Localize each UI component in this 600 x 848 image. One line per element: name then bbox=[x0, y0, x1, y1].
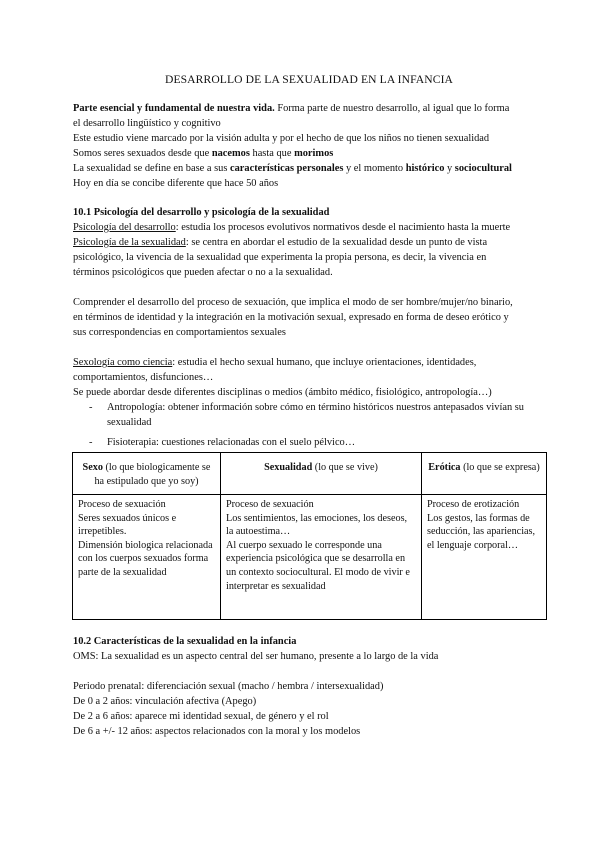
definition-sex-psych: Psicología de la sexualidad: se centra en abordar el estudio de la sexualidad desde un punto de vista bbox=[73, 237, 488, 248]
comprehension-line-2: en términos de identidad y la integración en la motivación sexual, expresado en forma de deseo erótico y bbox=[73, 312, 509, 323]
cell-erotica: Proceso de erotización Los gestos, las formas de seducción, las apariencias, el lenguaje corporal… bbox=[422, 495, 547, 620]
intro-paragraph-1-cont: el desarrollo lingüístico y cognitivo bbox=[73, 118, 221, 129]
section-heading: 10.1 Psicología del desarrollo y psicología de la sexualidad bbox=[73, 207, 330, 218]
intro-block bbox=[73, 101, 545, 191]
cell-sexualidad: Proceso de sexuación Los sentimientos, las emociones, los deseos, la autoestima… Al cuerpo sexuado le corresponde una experiencia psicológica que se desarrolla en un contexto sociocultural. El modo de vivir e interpretar es sexualidad bbox=[221, 495, 422, 620]
header-sexualidad: Sexualidad (lo que se vive) bbox=[221, 453, 422, 495]
list-item: De 0 a 2 años: vinculación afectiva (Apego) bbox=[73, 696, 257, 707]
table-header-row bbox=[73, 453, 547, 495]
list-item: - Antropología: obtener información sobre cómo en término históricos nuestros antepasados vivían su sexualidad bbox=[73, 400, 539, 430]
approach-line: Se puede abordar desde diferentes disciplinas o medios (ámbito médico, fisiológico, antropología…) bbox=[73, 387, 492, 398]
list-item: Periodo prenatal: diferenciación sexual (macho / hembra / intersexualidad) bbox=[73, 681, 384, 692]
intro-paragraph-3: Somos seres sexuados desde que nacemos hasta que morimos bbox=[73, 148, 334, 159]
cell-sexo: Proceso de sexuación Seres sexuados únicos e irrepetibles. Dimensión biologica relacionada con los cuerpos sexuados forma parte de la sexualidad bbox=[73, 495, 221, 620]
sexology-definition: Sexología como ciencia: estudia el hecho sexual humano, que incluye orientaciones, identidades, bbox=[73, 357, 477, 368]
definition-sex-psych-line-2: psicológico, la vivencia de la sexualidad que experimenta la propia persona, es decir, la vivencia en bbox=[73, 252, 487, 263]
discipline-list bbox=[73, 400, 545, 450]
intro-bold-lead: Parte esencial y fundamental de nuestra vida. bbox=[73, 103, 275, 114]
section-heading: 10.2 Características de la sexualidad en la infancia bbox=[73, 636, 297, 647]
sexology-line-2: comportamientos, disfunciones… bbox=[73, 372, 214, 383]
intro-paragraph-2: Este estudio viene marcado por la visión adulta y por el hecho de que los niños no tienen sexualidad bbox=[73, 133, 490, 144]
section-10-2 bbox=[73, 634, 545, 739]
comprehension-line-3: sus correspondencias en comportamientos sexuales bbox=[73, 327, 286, 338]
document-title: DESARROLLO DE LA SEXUALIDAD EN LA INFANCIA bbox=[164, 73, 454, 86]
list-item: - Fisioterapia: cuestiones relacionadas con el suelo pélvico… bbox=[73, 435, 545, 450]
section-10-1 bbox=[73, 205, 545, 450]
oms-definition: OMS: La sexualidad es un aspecto central del ser humano, presente a lo largo de la vida bbox=[73, 651, 439, 662]
list-item: De 2 a 6 años: aparece mi identidad sexual, de género y el rol bbox=[73, 711, 329, 722]
header-sexo: Sexo (lo que biologicamente se ha estipulado que yo soy) bbox=[73, 453, 221, 495]
list-item: De 6 a +/- 12 años: aspectos relacionados con la moral y los modelos bbox=[73, 726, 361, 737]
comparison-table bbox=[72, 452, 547, 620]
definition-dev-psych: Psicología del desarrollo: estudia los procesos evolutivos normativos desde el nacimiento hasta la muerte bbox=[73, 222, 511, 233]
definition-sex-psych-line-3: términos psicológicos que pueden afectar o no a la sexualidad. bbox=[73, 267, 333, 278]
comprehension-paragraph: Comprender el desarrollo del proceso de sexuación, que implica el modo de ser hombre/mujer/no binario, bbox=[73, 297, 513, 308]
intro-paragraph-1: Parte esencial y fundamental de nuestra vida. Forma parte de nuestro desarrollo, al igual que lo forma bbox=[73, 103, 510, 114]
intro-paragraph-4: La sexualidad se define en base a sus características personales y el momento histórico y sociocultural bbox=[73, 163, 512, 174]
intro-paragraph-5: Hoy en día se concibe diferente que hace 50 años bbox=[73, 178, 279, 189]
header-erotica: Erótica (lo que se expresa) bbox=[422, 453, 547, 495]
table-row bbox=[73, 495, 547, 620]
